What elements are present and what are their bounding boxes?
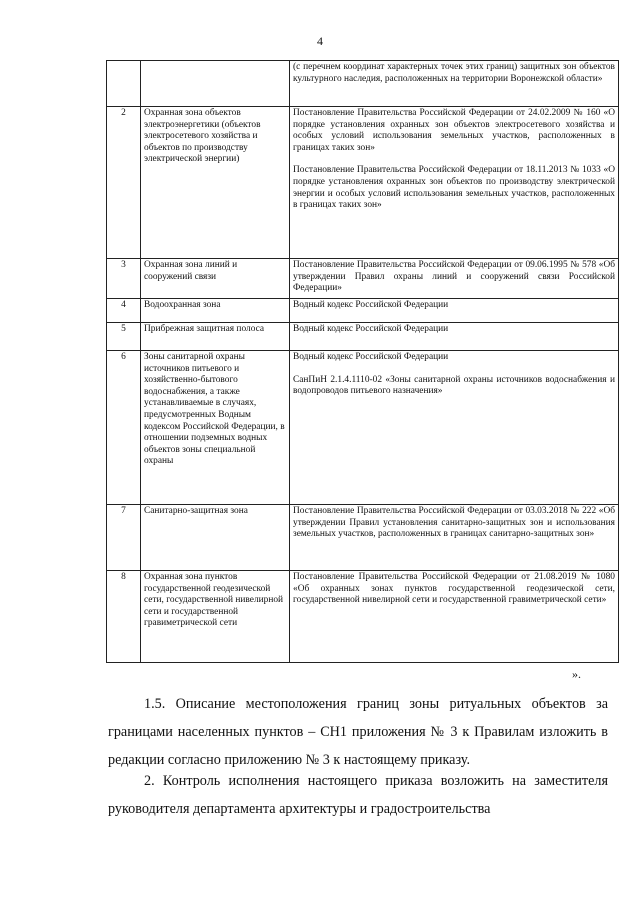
row-number: 5 — [107, 323, 141, 351]
legal-document: Постановление Правительства Российской Федерации от 21.08.2019 № 1080 «Об охранных зонах пунктов государственной геодезической сети, государственной нивелирной сети и государственной гравиметрической сети» — [293, 572, 615, 606]
zone-name: Прибрежная защитная полоса — [141, 323, 290, 351]
table-row — [107, 61, 619, 107]
legal-document: Водный кодекс Российской Федерации — [293, 300, 449, 310]
closing-quote: ». — [572, 667, 581, 681]
zone-name — [141, 61, 290, 107]
legal-basis — [290, 571, 619, 663]
table-row — [107, 299, 619, 323]
legal-document: (с перечнем координат характерных точек этих границ) защитных зон объектов культурного наследия, расположенных на территории Воронежской области» — [293, 62, 615, 84]
page-number: 4 — [317, 34, 323, 48]
paragraph-1-5: 1.5. Описание местоположения границ зоны ритуальных объектов за границами населенных пунктов – СН1 приложения № 3 к Правилам изложить в редакции согласно приложению № 3 к настоящему приказу. — [108, 696, 608, 768]
row-number: 2 — [107, 107, 141, 259]
legal-document: Водный кодекс Российской Федерации — [293, 352, 449, 362]
row-number: 4 — [107, 299, 141, 323]
legal-document: СанПиН 2.1.4.1110-02 «Зоны санитарной охраны источников водоснабжения и водопроводов питьевого назначения» — [293, 374, 615, 397]
row-number: 7 — [107, 505, 141, 571]
table-row — [107, 259, 619, 299]
zone-name: Санитарно-защитная зона — [141, 505, 290, 571]
legal-basis — [290, 351, 619, 505]
legal-basis — [290, 259, 619, 299]
table-row — [107, 323, 619, 351]
legal-basis — [290, 505, 619, 571]
table-row — [107, 351, 619, 505]
legal-document: Постановление Правительства Российской Федерации от 24.02.2009 № 160 «О порядке установления охранных зон объектов электросетевого хозяйства и особых условий использования земельных участков, расположенных в границах таких зон» — [293, 108, 615, 153]
row-number — [107, 61, 141, 107]
row-number: 6 — [107, 351, 141, 505]
legal-document: Постановление Правительства Российской Федерации от 18.11.2013 № 1033 «О порядке установления охранных зон объектов по производству электрической энергии и особых условий использования земельных участков, расположенных в границах таких зон» — [293, 165, 615, 211]
legal-document: Постановление Правительства Российской Федерации от 03.03.2018 № 222 «Об утверждении Правил установления санитарно-защитных зон и использования земельных участков, расположенных в границах санитарно-защитных зон» — [293, 506, 615, 540]
legal-basis — [290, 323, 619, 351]
row-number: 8 — [107, 571, 141, 663]
legal-document: Постановление Правительства Российской Федерации от 09.06.1995 № 578 «Об утверждении Правил охраны линий и сооружений связи Российской Федерации» — [293, 260, 615, 294]
zone-name: Охранная зона линий и сооружений связи — [141, 259, 290, 299]
zone-name-text: Охранная зона объектов электроэнергетики (объектов электросетевого хозяйства и объектов по производству электрической энергии) — [144, 108, 261, 165]
table-row — [107, 505, 619, 571]
zone-name: Зоны санитарной охраны источников питьевого и хозяйственно-бытового водоснабжения, а также устанавливаемые в случаях, предусмотренных Водным кодексом Российской Федерации, в отношении подземных водных объектов зоны специальной охраны — [141, 351, 290, 505]
legal-basis — [290, 299, 619, 323]
zone-name: Охранная зона пунктов государственной геодезической сети, государственной нивелирной сети и государственной гравиметрической сети — [141, 571, 290, 663]
legal-document: Водный кодекс Российской Федерации — [293, 324, 449, 334]
zone-name — [141, 107, 290, 259]
legal-basis — [290, 61, 619, 107]
zone-name: Водоохранная зона — [141, 299, 290, 323]
paragraph-2: 2. Контроль исполнения настоящего приказа возложить на заместителя руководителя департамента архитектуры и градостроительства — [108, 773, 608, 817]
table-row — [107, 571, 619, 663]
table-row — [107, 107, 619, 259]
row-number: 3 — [107, 259, 141, 299]
zones-table — [106, 60, 619, 663]
legal-basis — [290, 107, 619, 259]
